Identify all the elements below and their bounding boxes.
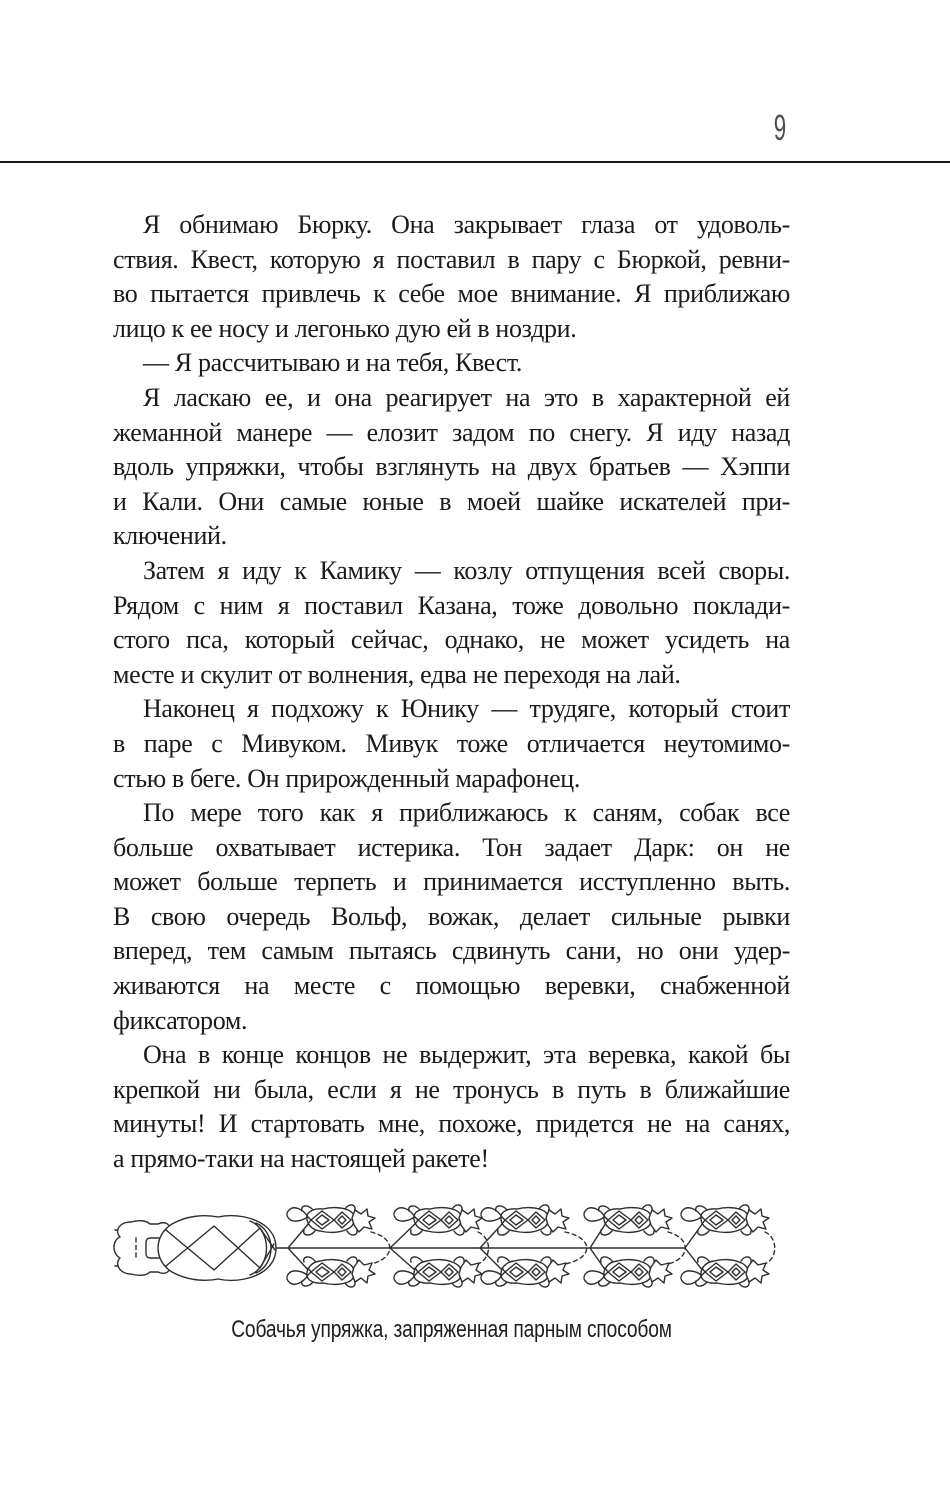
dog-pair — [287, 1205, 390, 1287]
neckline — [765, 1232, 775, 1264]
text-line: фиксатором. — [113, 1005, 248, 1035]
paragraph — [113, 796, 790, 1038]
tugline — [685, 1223, 703, 1271]
paragraph — [113, 346, 790, 381]
dog-pair — [681, 1205, 775, 1287]
tugline — [288, 1223, 309, 1271]
sled-team-illustration — [0, 1192, 950, 1312]
paragraph — [113, 692, 790, 796]
tugline — [390, 1223, 416, 1271]
text-line: в паре с Мивуком. Мивук тоже отличается неутомимо- — [113, 728, 790, 758]
text-line: крепкой ни была, если я не тронусь в путь в ближайшие — [113, 1074, 790, 1104]
dog-pair — [390, 1205, 489, 1287]
text-line: лицо к ее носу и легонько дую ей в ноздри. — [113, 313, 577, 343]
text-line: Затем я иду к Камику — козлу отпущения всей своры. — [143, 555, 790, 585]
text-line: жеманной манере — елозит задом по снегу. Я иду назад — [113, 417, 790, 447]
tugline — [590, 1223, 606, 1271]
body-text — [113, 208, 790, 1177]
text-line: минуты! И стартовать мне, похоже, придется не на санях, — [113, 1109, 790, 1139]
text-line: стого пса, который сейчас, однако, не может усидеть на — [113, 625, 790, 655]
text-line: живаются на месте с помощью веревки, снабженной — [113, 971, 790, 1001]
tugline — [480, 1223, 503, 1271]
paragraph — [113, 1038, 790, 1176]
text-line: ствия. Квест, которую я поставил в пару с Бюркой, ревни- — [113, 244, 790, 274]
page-number: 9 — [773, 107, 787, 148]
sled-team-figure — [0, 1192, 950, 1312]
text-line: стью в беге. Он прирожденный марафонец. — [113, 763, 580, 793]
dog-pair — [480, 1205, 587, 1287]
text-line: может больше терпеть и принимается исступленно выть. — [113, 867, 790, 897]
text-line: Наконец я подхожу к Юнику — трудяге, который стоит — [143, 694, 790, 724]
header-rule — [0, 161, 950, 163]
text-line: и Кали. Они самые юные в моей шайке искателей при- — [113, 486, 790, 516]
text-line: вдоль упряжки, чтобы взглянуть на двух братьев — Хэппи — [113, 452, 790, 482]
sled-drawing — [114, 1216, 276, 1281]
text-line: месте и скулит от волнения, едва не переходя на лай. — [113, 659, 681, 689]
text-line: В свою очередь Вольф, вожак, делает сильные рывки — [113, 901, 790, 931]
text-line: ключений. — [113, 521, 227, 551]
text-line: По мере того как я приближаюсь к саням, собак все — [143, 798, 790, 828]
text-line: Я ласкаю ее, и она реагирует на это в характерной ей — [143, 382, 790, 412]
text-line: вперед, тем самым пытаясь сдвинуть сани, но они удер- — [113, 936, 790, 966]
paragraph — [113, 554, 790, 692]
text-line: Рядом с ним я поставил Казана, тоже довольно поклади- — [113, 590, 790, 620]
text-line: — Я рассчитываю и на тебя, Квест. — [143, 348, 523, 378]
paragraph — [113, 208, 790, 346]
figure-caption: Собачья упряжка, запряженная парным способом — [231, 1316, 672, 1343]
dog-pair — [584, 1205, 685, 1287]
text-line: а прямо-таки на настоящей ракете! — [113, 1144, 489, 1174]
text-line: Она в конце концов не выдержит, эта веревка, какой бы — [143, 1040, 790, 1070]
text-line: больше охватывает истерика. Тон задает Дарк: он не — [113, 832, 790, 862]
text-line: Я обнимаю Бюрку. Она закрывает глаза от удоволь- — [143, 210, 790, 239]
text-line: во пытается привлечь к себе мое внимание. Я приближаю — [113, 279, 790, 309]
paragraph — [113, 381, 790, 554]
